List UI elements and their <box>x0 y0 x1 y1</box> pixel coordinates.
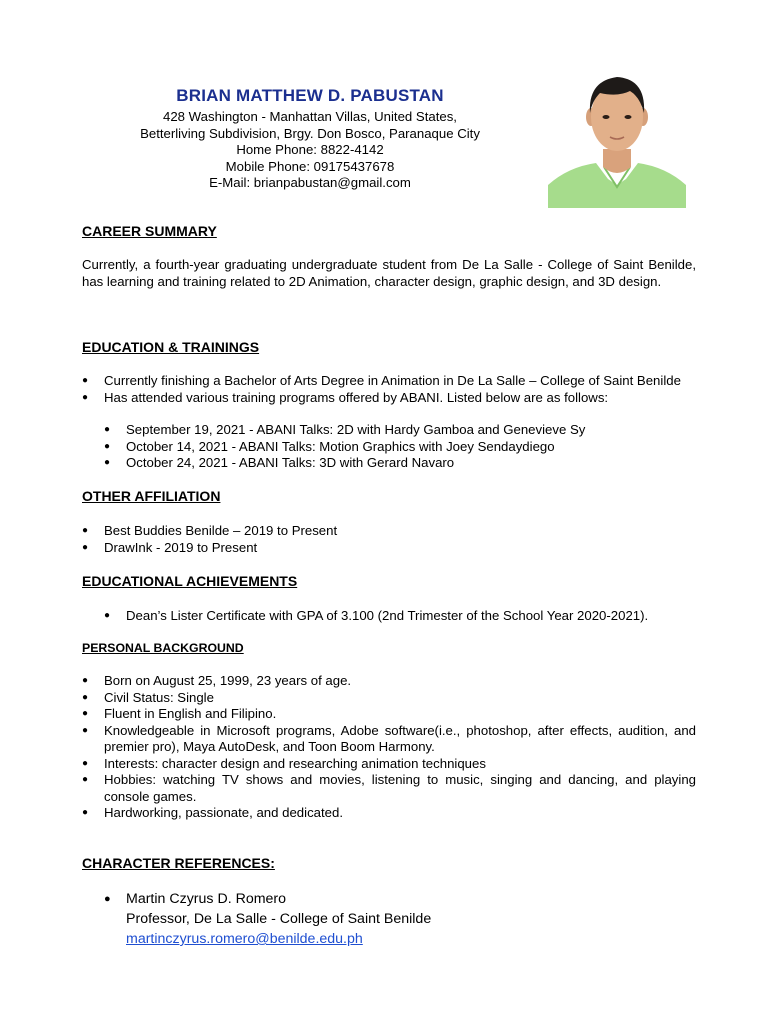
list-item: ● October 24, 2021 - ABANI Talks: 3D with Gerard Navaro <box>82 455 696 472</box>
list-item: ● September 19, 2021 - ABANI Talks: 2D with Hardy Gamboa and Genevieve Sy <box>82 422 696 439</box>
list-item: ● Hobbies: watching TV shows and movies, listening to music, singing and dancing, and playing console games. <box>82 772 696 805</box>
career-summary-heading: CAREER SUMMARY <box>82 223 217 239</box>
career-summary-text: Currently, a fourth-year graduating undergraduate student from De La Salle - College of Saint Benilde, has learning and training related to 2D Animation, character design, graphic design, and 3D design. <box>82 257 696 289</box>
list-item: ● Best Buddies Benilde – 2019 to Present <box>82 523 696 540</box>
references-list <box>82 889 696 909</box>
affiliation-list <box>82 523 696 556</box>
list-item: ● Hardworking, passionate, and dedicated. <box>82 805 696 822</box>
personal-list <box>82 673 696 822</box>
references-heading: CHARACTER REFERENCES: <box>82 855 275 871</box>
list-item: ● Currently finishing a Bachelor of Arts Degree in Animation in De La Salle – College of Saint Benilde <box>82 373 696 390</box>
list-item: ● Has attended various training programs offered by ABANI. Listed below are as follows: <box>82 390 696 407</box>
personal-heading: PERSONAL BACKGROUND <box>82 641 244 655</box>
achievements-heading: EDUCATIONAL ACHIEVEMENTS <box>82 573 298 589</box>
profile-photo <box>548 67 686 208</box>
training-list <box>82 422 696 472</box>
list-item: ● Civil Status: Single <box>82 690 696 707</box>
achievements-list <box>82 608 696 625</box>
list-item: ● DrawInk - 2019 to Present <box>82 540 696 557</box>
resume-header <box>100 86 520 192</box>
address-line-2: Betterliving Subdivision, Brgy. Don Bosco, Paranaque City <box>140 125 480 141</box>
applicant-name: BRIAN MATTHEW D. PABUSTAN <box>176 86 444 105</box>
reference-position: Professor, De La Salle - College of Saint Benilde <box>126 911 432 927</box>
list-item: ● Interests: character design and researching animation techniques <box>82 756 696 773</box>
education-list <box>82 373 696 406</box>
list-item: ● Knowledgeable in Microsoft programs, Adobe software(i.e., photoshop, after effects, audition, and premier pro), Maya AutoDesk, and Toon Boom Harmony. <box>82 723 696 756</box>
reference-email-link[interactable]: martinczyrus.romero@benilde.edu.ph <box>126 931 363 947</box>
affiliation-heading: OTHER AFFILIATION <box>82 488 221 504</box>
list-item: ● Dean’s Lister Certificate with GPA of 3.100 (2nd Trimester of the School Year 2020-2021). <box>82 608 696 625</box>
list-item: ● Fluent in English and Filipino. <box>82 706 696 723</box>
mobile-phone: Mobile Phone: 09175437678 <box>225 158 395 174</box>
education-heading: EDUCATION & TRAININGS <box>82 339 260 355</box>
reference-name: ● Martin Czyrus D. Romero <box>82 889 696 909</box>
email-address: E-Mail: brianpabustan@gmail.com <box>209 175 411 190</box>
home-phone: Home Phone: 8822-4142 <box>236 142 384 157</box>
list-item: ● Born on August 25, 1999, 23 years of age. <box>82 673 696 690</box>
list-item: ● October 14, 2021 - ABANI Talks: Motion Graphics with Joey Sendaydiego <box>82 439 696 456</box>
address-line-1: 428 Washington - Manhattan Villas, United States, <box>163 109 457 124</box>
